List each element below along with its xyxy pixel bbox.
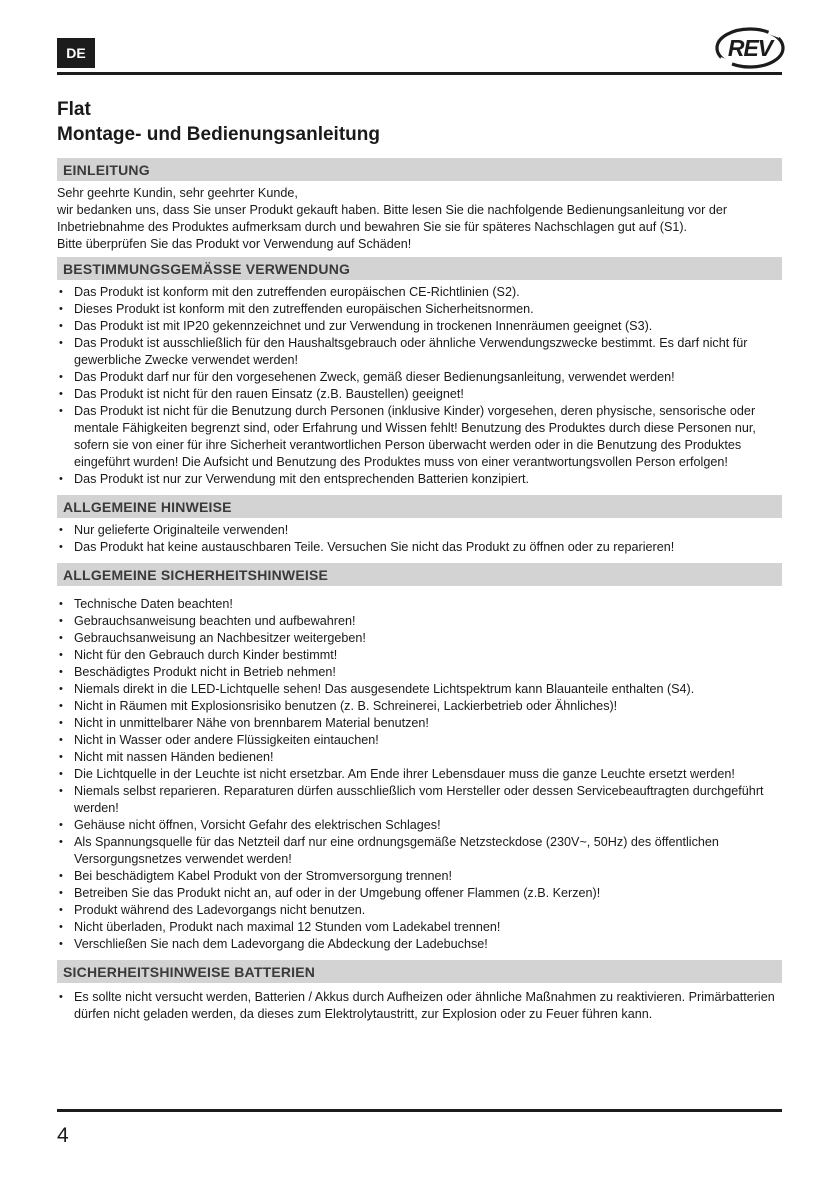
- page-title: [57, 97, 380, 147]
- list-item: • Nicht in Räumen mit Explosionsrisiko benutzen (z. B. Schreinerei, Lackierbetrieb oder Ähnliches)!: [57, 698, 782, 715]
- list-item: • Produkt während des Ladevorgangs nicht benutzen.: [57, 902, 782, 919]
- title-product: Flat: [57, 99, 91, 120]
- list-item: • Als Spannungsquelle für das Netzteil darf nur eine ordnungsgemäße Netzsteckdose (230V~, 50Hz) des öffentlichen Versorgungsnetzes verwendet werden!: [57, 834, 782, 868]
- list-item: • Das Produkt ist nicht für den rauen Einsatz (z.B. Baustellen) geeignet!: [57, 386, 782, 403]
- list-item: • Bei beschädigtem Kabel Produkt von der Stromversorgung trennen!: [57, 868, 782, 885]
- paragraph: wir bedanken uns, dass Sie unser Produkt gekauft haben. Bitte lesen Sie die nachfolgende Bedienungsanleitung vor der Inbetriebnahme des Produktes aufmerksam durch und bewahren Sie sie für späteres Nachschlagen gut auf (S1).: [57, 203, 728, 234]
- section-heading-verwendung: BESTIMMUNGSGEMÄSSE VERWENDUNG: [57, 257, 782, 280]
- list-item: • Dieses Produkt ist konform mit den zutreffenden europäischen Sicherheitsnormen.: [57, 301, 782, 318]
- list-item: • Das Produkt ist nicht für die Benutzung durch Personen (inklusive Kinder) vorgesehen, deren physische, sensorische oder mentale Fähigkeiten begrenzt sind, oder Erfahrung und Wissen fehlt! Benutzung des Produktes durch diese Personen nur, sofern sie von einer für ihre Sicherheit verantwortlichen Person überwacht werden oder in die Benutzung des Produktes eingeführt wurden! Die Aufsicht und Benutzung des Produktes muss von einer verantwortungsvollen Person erfolgen!: [57, 403, 782, 471]
- einleitung-text: [57, 185, 782, 253]
- header-rule: [57, 72, 782, 75]
- list-item: • Das Produkt hat keine austauschbaren Teile. Versuchen Sie nicht das Produkt zu öffnen oder zu reparieren!: [57, 539, 782, 556]
- list-item: • Beschädigtes Produkt nicht in Betrieb nehmen!: [57, 664, 782, 681]
- list-item: • Nicht in Wasser oder andere Flüssigkeiten eintauchen!: [57, 732, 782, 749]
- list-item: • Gebrauchsanweisung beachten und aufbewahren!: [57, 613, 782, 630]
- verwendung-list: [57, 284, 782, 488]
- footer-rule: [57, 1109, 782, 1112]
- list-item: • Nicht für den Gebrauch durch Kinder bestimmt!: [57, 647, 782, 664]
- list-item: • Das Produkt darf nur für den vorgesehenen Zweck, gemäß dieser Bedienungsanleitung, verwendet werden!: [57, 369, 782, 386]
- list-item: • Nicht in unmittelbarer Nähe von brennbarem Material benutzen!: [57, 715, 782, 732]
- list-item: • Niemals selbst reparieren. Reparaturen dürfen ausschließlich vom Hersteller oder dessen Servicebeauftragten durchgeführt werden!: [57, 783, 782, 817]
- list-item: • Es sollte nicht versucht werden, Batterien / Akkus durch Aufheizen oder ähnliche Maßnahmen zu reaktivieren. Primärbatterien dürfen nicht geladen werden, da dieses zum Elektrolytaustritt, zur Explosion oder zu Feuer führen kann.: [57, 989, 782, 1023]
- title-subtitle: Montage- und Bedienungsanleitung: [57, 124, 380, 145]
- list-item: • Technische Daten beachten!: [57, 596, 782, 613]
- list-item: • Das Produkt ist nur zur Verwendung mit den entsprechenden Batterien konzipiert.: [57, 471, 782, 488]
- language-badge: DE: [57, 38, 95, 68]
- list-item: • Gehäuse nicht öffnen, Vorsicht Gefahr des elektrischen Schlages!: [57, 817, 782, 834]
- list-item: • Die Lichtquelle in der Leuchte ist nicht ersetzbar. Am Ende ihrer Lebensdauer muss die ganze Leuchte ersetzt werden!: [57, 766, 782, 783]
- list-item: • Nicht überladen, Produkt nach maximal 12 Stunden vom Ladekabel trennen!: [57, 919, 782, 936]
- page-number: 4: [57, 1124, 69, 1147]
- logo-text: REV: [727, 34, 773, 61]
- list-item: • Das Produkt ist konform mit den zutreffenden europäischen CE-Richtlinien (S2).: [57, 284, 782, 301]
- section-heading-batterien: SICHERHEITSHINWEISE BATTERIEN: [57, 960, 782, 983]
- sicherheit-list: [57, 596, 782, 953]
- section-heading-sicherheit: ALLGEMEINE SICHERHEITSHINWEISE: [57, 563, 782, 586]
- list-item: • Niemals direkt in die LED-Lichtquelle sehen! Das ausgesendete Lichtspektrum kann Blauanteile enthalten (S4).: [57, 681, 782, 698]
- section-heading-hinweise: ALLGEMEINE HINWEISE: [57, 495, 782, 518]
- section-heading-einleitung: EINLEITUNG: [57, 158, 782, 181]
- hinweise-list: [57, 522, 782, 556]
- paragraph: Bitte überprüfen Sie das Produkt vor Verwendung auf Schäden!: [57, 237, 412, 251]
- list-item: • Verschließen Sie nach dem Ladevorgang die Abdeckung der Ladebuchse!: [57, 936, 782, 953]
- list-item: • Gebrauchsanweisung an Nachbesitzer weitergeben!: [57, 630, 782, 647]
- list-item: • Betreiben Sie das Produkt nicht an, auf oder in der Umgebung offener Flammen (z.B. Kerzen)!: [57, 885, 782, 902]
- list-item: • Das Produkt ist mit IP20 gekennzeichnet und zur Verwendung in trockenen Innenräumen geeignet (S3).: [57, 318, 782, 335]
- batterien-list: [57, 989, 782, 1023]
- document-body: [57, 158, 782, 1026]
- paragraph: Sehr geehrte Kundin, sehr geehrter Kunde,: [57, 186, 298, 200]
- list-item: • Das Produkt ist ausschließlich für den Haushaltsgebrauch oder ähnliche Verwendungszwecke bestimmt. Es darf nicht für gewerbliche Zwecke verwendet werden!: [57, 335, 782, 369]
- list-item: • Nicht mit nassen Händen bedienen!: [57, 749, 782, 766]
- list-item: • Nur gelieferte Originalteile verwenden!: [57, 522, 782, 539]
